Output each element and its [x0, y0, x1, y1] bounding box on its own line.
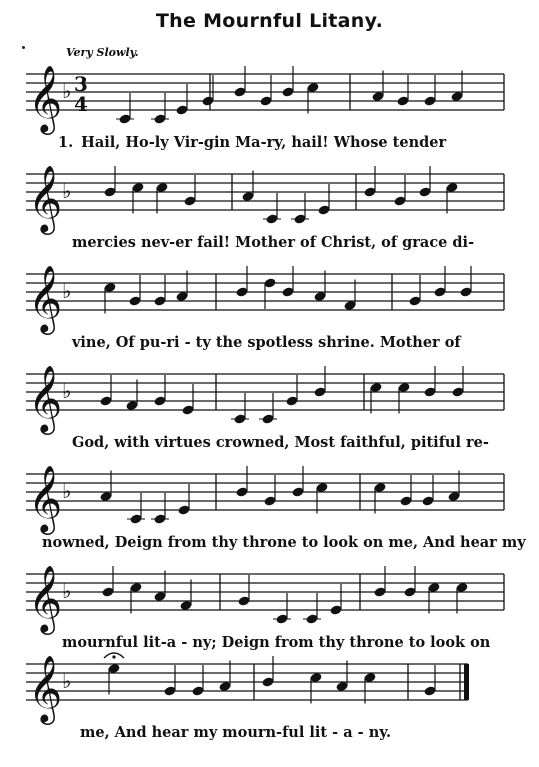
- staff-system-6: [0, 562, 539, 662]
- treble-clef-icon: 𝄞: [28, 564, 63, 632]
- lyric-line: me, And hear my mourn-ful lit - a - ny.: [80, 724, 392, 741]
- lyric-line: Hail, Ho-ly Vir-gin Ma-ry, hail! Whose tender: [81, 134, 447, 151]
- staff-system-1: [0, 62, 539, 162]
- flat-icon: ♭: [62, 669, 72, 693]
- time-signature-top: 3: [74, 72, 88, 96]
- music-staff: [20, 462, 510, 532]
- flat-icon: ♭: [62, 279, 72, 303]
- lyric-line: vine, Of pu-ri - ty the spotless shrine. Mother of: [72, 334, 461, 351]
- print-speck: [22, 46, 25, 49]
- music-staff: [20, 62, 510, 132]
- flat-icon: ♭: [62, 579, 72, 603]
- music-staff: [20, 362, 510, 432]
- staff-system-5: [0, 462, 539, 562]
- music-staff: [20, 652, 510, 722]
- page-title: The Mournful Litany.: [155, 10, 384, 32]
- treble-clef-icon: 𝄞: [28, 64, 63, 132]
- flat-icon: ♭: [62, 379, 72, 403]
- staff-system-3: [0, 262, 539, 362]
- flat-icon: ♭: [62, 179, 72, 203]
- lyric-line: God, with virtues crowned, Most faithful, pitiful re-: [72, 434, 489, 451]
- staff-system-7: [0, 652, 539, 752]
- final-bar-line: [464, 664, 469, 700]
- music-staff: [20, 262, 510, 332]
- flat-icon: ♭: [62, 479, 72, 503]
- lyric-line: mercies nev-er fail! Mother of Christ, of grace di-: [72, 234, 475, 251]
- music-staff: [20, 162, 510, 232]
- staff-system-4: [0, 362, 539, 462]
- treble-clef-icon: 𝄞: [28, 364, 63, 432]
- lyric-line: nowned, Deign from thy throne to look on me, And hear my: [42, 534, 526, 551]
- verse-number: 1.: [58, 134, 74, 151]
- music-staff: [20, 562, 510, 632]
- time-signature-bottom: 4: [74, 92, 88, 116]
- treble-clef-icon: 𝄞: [28, 654, 63, 722]
- fermata-dot: [112, 655, 115, 658]
- treble-clef-icon: 𝄞: [28, 164, 63, 232]
- tempo-marking: Very Slowly.: [66, 46, 139, 59]
- flat-icon: ♭: [62, 79, 72, 103]
- staff-system-2: [0, 162, 539, 262]
- treble-clef-icon: 𝄞: [28, 264, 63, 332]
- lyric-line: mournful lit-a - ny; Deign from thy throne to look on: [62, 634, 491, 651]
- treble-clef-icon: 𝄞: [28, 464, 63, 532]
